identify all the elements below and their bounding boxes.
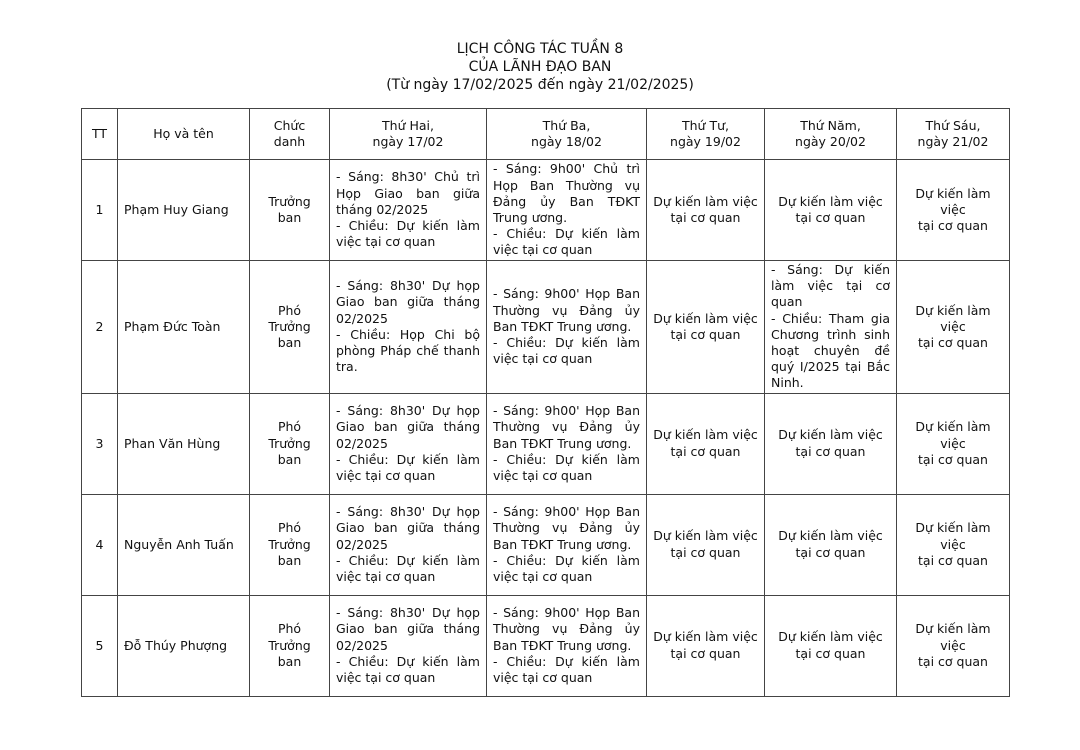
tuesday-schedule: - Sáng: 9h00' Họp Ban Thường vụ Đảng ủy Ban TĐKT Trung ương. - Chiều: Dự kiến làm việc tại cơ quan <box>487 393 647 494</box>
thursday-schedule: Dự kiến làm việc tại cơ quan <box>765 595 897 696</box>
header-friday: Thứ Sáu, ngày 21/02 <box>897 109 1010 160</box>
header-tuesday: Thứ Ba, ngày 18/02 <box>487 109 647 160</box>
row-number: 2 <box>82 261 118 394</box>
row-number: 4 <box>82 494 118 595</box>
tuesday-schedule: - Sáng: 9h00' Họp Ban Thường vụ Đảng ủy Ban TĐKT Trung ương. - Chiều: Dự kiến làm việc tại cơ quan <box>487 494 647 595</box>
header-thursday: Thứ Năm, ngày 20/02 <box>765 109 897 160</box>
friday-schedule: Dự kiến làm việc tại cơ quan <box>897 261 1010 394</box>
header-name: Họ và tên <box>118 109 250 160</box>
thursday-schedule: Dự kiến làm việc tại cơ quan <box>765 160 897 261</box>
leader-role: Phó Trưởng ban <box>250 494 330 595</box>
table-header-row <box>82 109 1010 160</box>
header-wednesday: Thứ Tư, ngày 19/02 <box>647 109 765 160</box>
friday-schedule: Dự kiến làm việc tại cơ quan <box>897 595 1010 696</box>
table-row <box>82 595 1010 696</box>
monday-schedule: - Sáng: 8h30' Dự họp Giao ban giữa tháng 02/2025 - Chiều: Dự kiến làm việc tại cơ quan <box>330 393 487 494</box>
table-row <box>82 494 1010 595</box>
leader-role: Phó Trưởng ban <box>250 261 330 394</box>
header-tt: TT <box>82 109 118 160</box>
leader-role: Trưởng ban <box>250 160 330 261</box>
wednesday-schedule: Dự kiến làm việc tại cơ quan <box>647 393 765 494</box>
document-title <box>0 40 1080 94</box>
header-role: Chức danh <box>250 109 330 160</box>
monday-schedule: - Sáng: 8h30' Dự họp Giao ban giữa tháng 02/2025 - Chiều: Dự kiến làm việc tại cơ quan <box>330 494 487 595</box>
thursday-schedule: Dự kiến làm việc tại cơ quan <box>765 393 897 494</box>
leader-name: Phạm Đức Toàn <box>118 261 250 394</box>
leader-name: Phan Văn Hùng <box>118 393 250 494</box>
header-monday: Thứ Hai, ngày 17/02 <box>330 109 487 160</box>
row-number: 3 <box>82 393 118 494</box>
friday-schedule: Dự kiến làm việc tại cơ quan <box>897 494 1010 595</box>
wednesday-schedule: Dự kiến làm việc tại cơ quan <box>647 595 765 696</box>
monday-schedule: - Sáng: 8h30' Dự họp Giao ban giữa tháng 02/2025 - Chiều: Dự kiến làm việc tại cơ quan <box>330 595 487 696</box>
leader-name: Phạm Huy Giang <box>118 160 250 261</box>
friday-schedule: Dự kiến làm việc tại cơ quan <box>897 393 1010 494</box>
row-number: 5 <box>82 595 118 696</box>
wednesday-schedule: Dự kiến làm việc tại cơ quan <box>647 494 765 595</box>
thursday-schedule: Dự kiến làm việc tại cơ quan <box>765 494 897 595</box>
leader-name: Đỗ Thúy Phượng <box>118 595 250 696</box>
table-row <box>82 393 1010 494</box>
title-line-2: CỦA LÃNH ĐẠO BAN <box>468 59 612 75</box>
title-line-1: LỊCH CÔNG TÁC TUẦN 8 <box>456 41 624 57</box>
wednesday-schedule: Dự kiến làm việc tại cơ quan <box>647 261 765 394</box>
row-number: 1 <box>82 160 118 261</box>
friday-schedule: Dự kiến làm việc tại cơ quan <box>897 160 1010 261</box>
leader-role: Phó Trưởng ban <box>250 595 330 696</box>
leader-name: Nguyễn Anh Tuấn <box>118 494 250 595</box>
table-row <box>82 160 1010 261</box>
tuesday-schedule: - Sáng: 9h00' Chủ trì Họp Ban Thường vụ Đảng ủy Ban TĐKT Trung ương. - Chiều: Dự kiến làm việc tại cơ quan <box>487 160 647 261</box>
tuesday-schedule: - Sáng: 9h00' Họp Ban Thường vụ Đảng ủy Ban TĐKT Trung ương. - Chiều: Dự kiến làm việc tại cơ quan <box>487 595 647 696</box>
thursday-schedule: - Sáng: Dự kiến làm việc tại cơ quan - Chiều: Tham gia Chương trình sinh hoạt chuyên đề quý I/2025 tại Bắc Ninh. <box>765 261 897 394</box>
schedule-table <box>81 108 1010 697</box>
tuesday-schedule: - Sáng: 9h00' Họp Ban Thường vụ Đảng ủy Ban TĐKT Trung ương. - Chiều: Dự kiến làm việc tại cơ quan <box>487 261 647 394</box>
monday-schedule: - Sáng: 8h30' Chủ trì Họp Giao ban giữa tháng 02/2025 - Chiều: Dự kiến làm việc tại cơ quan <box>330 160 487 261</box>
table-row <box>82 261 1010 394</box>
monday-schedule: - Sáng: 8h30' Dự họp Giao ban giữa tháng 02/2025 - Chiều: Họp Chi bộ phòng Pháp chế thanh tra. <box>330 261 487 394</box>
title-date-range: (Từ ngày 17/02/2025 đến ngày 21/02/2025) <box>386 77 694 93</box>
leader-role: Phó Trưởng ban <box>250 393 330 494</box>
wednesday-schedule: Dự kiến làm việc tại cơ quan <box>647 160 765 261</box>
